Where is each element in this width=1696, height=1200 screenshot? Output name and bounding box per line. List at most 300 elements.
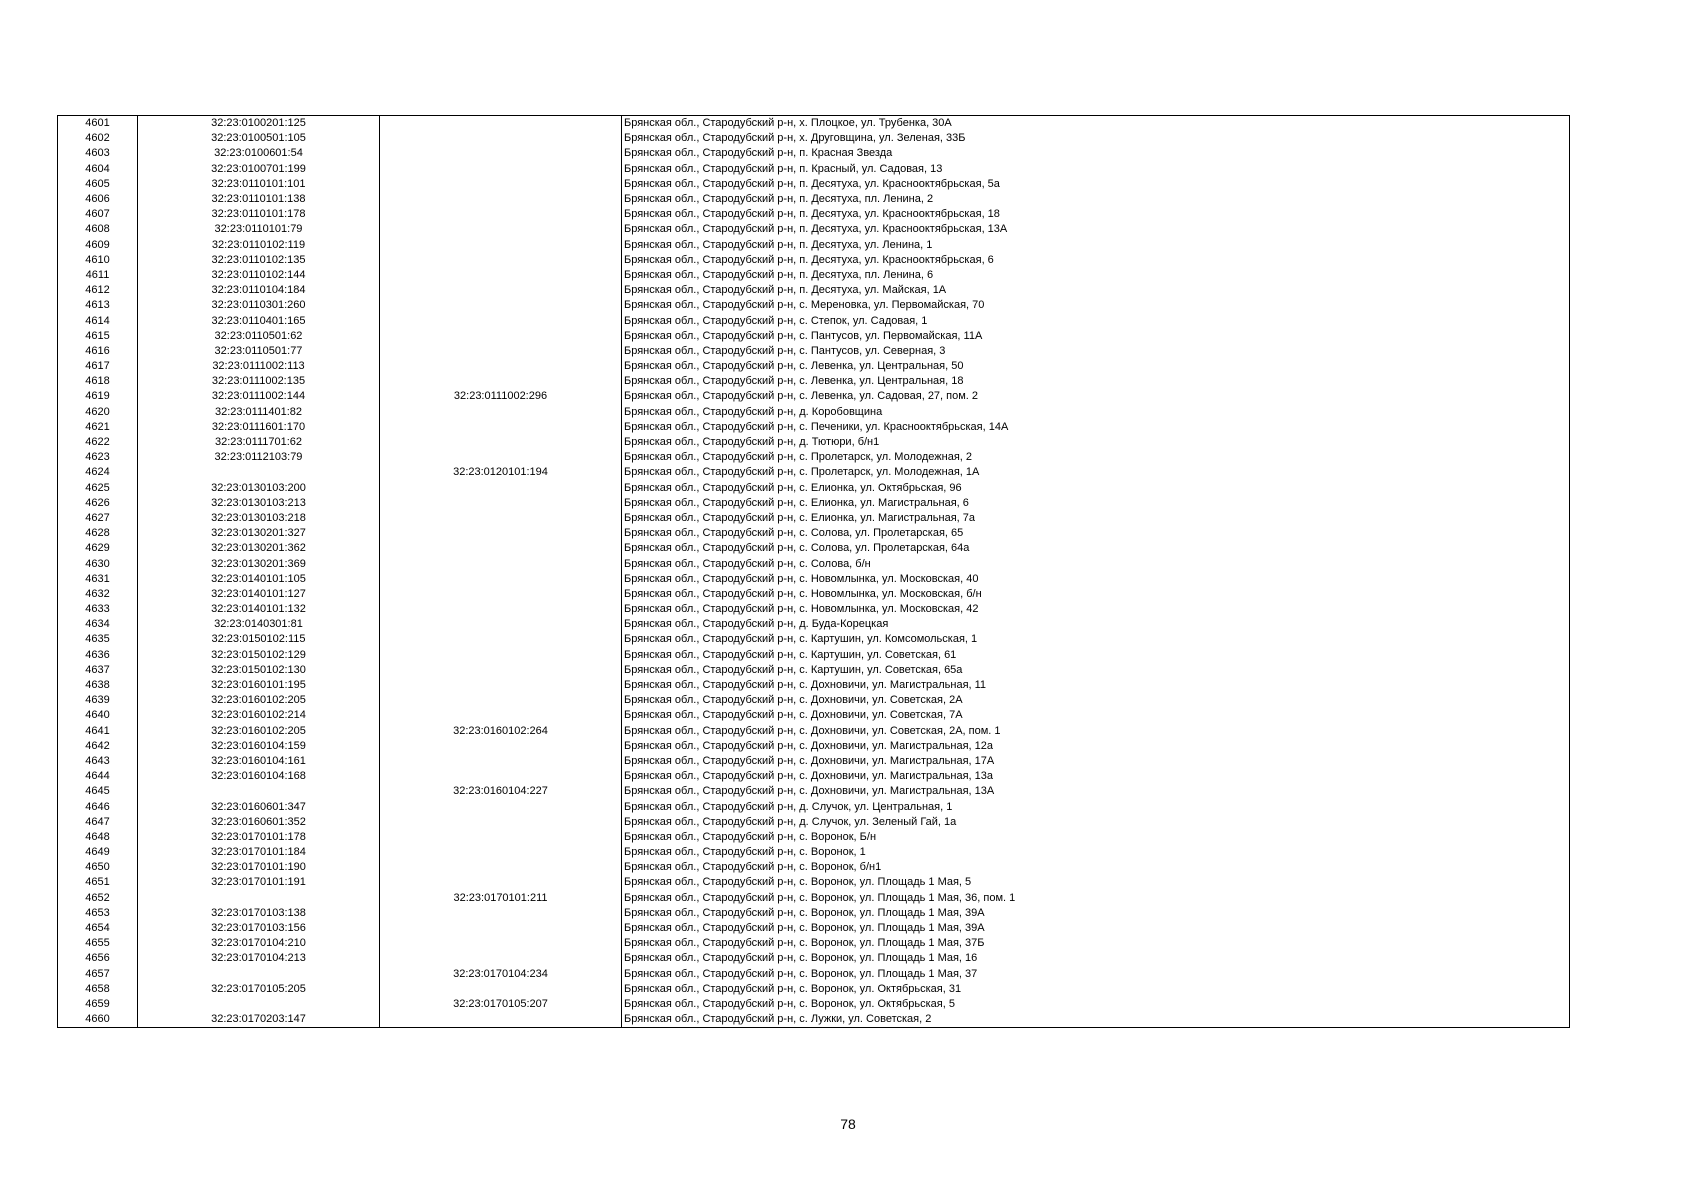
address-cell: Брянская обл., Стародубский р-н, с. Дохновичи, ул. Магистральная, 17А [622,754,1570,769]
room-cadastral-number-cell [380,359,622,374]
row-number-cell: 4623 [58,450,138,465]
table-row [58,268,1570,283]
cadastral-number-cell: 32:23:0110501:62 [138,329,380,344]
room-cadastral-number-cell [380,708,622,723]
room-cadastral-number-cell [380,815,622,830]
cadastral-number-cell: 32:23:0110101:138 [138,192,380,207]
room-cadastral-number-cell [380,572,622,587]
address-cell: Брянская обл., Стародубский р-н, с. Солова, ул. Пролетарская, 65 [622,526,1570,541]
room-cadastral-number-cell [380,283,622,298]
address-cell: Брянская обл., Стародубский р-н, с. Воронок, ул. Октябрьская, 31 [622,982,1570,997]
cadastral-number-cell: 32:23:0100601:54 [138,146,380,161]
room-cadastral-number-cell [380,678,622,693]
cadastral-number-cell: 32:23:0160104:168 [138,769,380,784]
cadastral-number-cell: 32:23:0160601:347 [138,799,380,814]
room-cadastral-number-cell [380,617,622,632]
row-number-cell: 4627 [58,511,138,526]
room-cadastral-number-cell [380,177,622,192]
row-number-cell: 4612 [58,283,138,298]
cadastral-number-cell: 32:23:0110501:77 [138,344,380,359]
cadastral-number-cell: 32:23:0160104:161 [138,754,380,769]
row-number-cell: 4650 [58,860,138,875]
table-row [58,572,1570,587]
address-cell: Брянская обл., Стародубский р-н, с. Пантусов, ул. Северная, 3 [622,344,1570,359]
cadastral-number-cell: 32:23:0130201:327 [138,526,380,541]
table-row [58,830,1570,845]
row-number-cell: 4628 [58,526,138,541]
table-row [58,329,1570,344]
address-cell: Брянская обл., Стародубский р-н, с. Елионка, ул. Октябрьская, 96 [622,481,1570,496]
row-number-cell: 4657 [58,967,138,982]
row-number-cell: 4660 [58,1012,138,1028]
table-row [58,389,1570,404]
room-cadastral-number-cell: 32:23:0170105:207 [380,997,622,1012]
table-row [58,678,1570,693]
address-cell: Брянская обл., Стародубский р-н, с. Левенка, ул. Центральная, 50 [622,359,1570,374]
address-cell: Брянская обл., Стародубский р-н, п. Красная Звезда [622,146,1570,161]
address-cell: Брянская обл., Стародубский р-н, с. Воронок, б/н1 [622,860,1570,875]
row-number-cell: 4638 [58,678,138,693]
address-cell: Брянская обл., Стародубский р-н, д. Тютюри, б/н1 [622,435,1570,450]
address-cell: Брянская обл., Стародубский р-н, с. Воронок, ул. Площадь 1 Мая, 37 [622,967,1570,982]
cadastral-number-cell: 32:23:0170101:191 [138,875,380,890]
address-cell: Брянская обл., Стародубский р-н, с. Воронок, ул. Площадь 1 Мая, 36, пом. 1 [622,891,1570,906]
row-number-cell: 4615 [58,329,138,344]
table-row [58,238,1570,253]
table-row [58,921,1570,936]
cadastral-number-cell: 32:23:0140301:81 [138,617,380,632]
room-cadastral-number-cell [380,207,622,222]
cadastral-number-cell: 32:23:0170103:156 [138,921,380,936]
table-row [58,116,1570,132]
address-cell: Брянская обл., Стародубский р-н, с. Воронок, ул. Площадь 1 Мая, 16 [622,951,1570,966]
table-row [58,617,1570,632]
room-cadastral-number-cell [380,556,622,571]
cadastral-number-cell: 32:23:0110102:119 [138,238,380,253]
cadastral-number-cell: 32:23:0130201:362 [138,541,380,556]
room-cadastral-number-cell [380,268,622,283]
cadastral-number-cell: 32:23:0112103:79 [138,450,380,465]
table-row [58,298,1570,313]
table-row [58,496,1570,511]
row-number-cell: 4617 [58,359,138,374]
address-cell: Брянская обл., Стародубский р-н, с. Дохновичи, ул. Советская, 2А [622,693,1570,708]
address-cell: Брянская обл., Стародубский р-н, с. Воронок, ул. Октябрьская, 5 [622,997,1570,1012]
table-row [58,511,1570,526]
table-row [58,465,1570,480]
table-row [58,997,1570,1012]
table-row [58,769,1570,784]
cadastral-number-cell: 32:23:0111002:144 [138,389,380,404]
row-number-cell: 4646 [58,799,138,814]
row-number-cell: 4636 [58,648,138,663]
cadastral-number-cell: 32:23:0160102:214 [138,708,380,723]
address-cell: Брянская обл., Стародубский р-н, с. Картушин, ул. Комсомольская, 1 [622,632,1570,647]
address-cell: Брянская обл., Стародубский р-н, с. Воронок, ул. Площадь 1 Мая, 5 [622,875,1570,890]
address-cell: Брянская обл., Стародубский р-н, с. Пролетарск, ул. Молодежная, 2 [622,450,1570,465]
cadastral-number-cell: 32:23:0100201:125 [138,116,380,132]
cadastral-number-cell: 32:23:0110104:184 [138,283,380,298]
cadastral-number-cell: 32:23:0170101:190 [138,860,380,875]
row-number-cell: 4614 [58,313,138,328]
cadastral-number-cell: 32:23:0160102:205 [138,693,380,708]
room-cadastral-number-cell [380,131,622,146]
row-number-cell: 4655 [58,936,138,951]
address-cell: Брянская обл., Стародубский р-н, с. Лужки, ул. Советская, 2 [622,1012,1570,1028]
cadastral-number-cell: 32:23:0170101:178 [138,830,380,845]
row-number-cell: 4607 [58,207,138,222]
room-cadastral-number-cell [380,511,622,526]
row-number-cell: 4606 [58,192,138,207]
row-number-cell: 4624 [58,465,138,480]
room-cadastral-number-cell: 32:23:0170104:234 [380,967,622,982]
room-cadastral-number-cell [380,951,622,966]
address-cell: Брянская обл., Стародубский р-н, с. Новомлынка, ул. Московская, 42 [622,602,1570,617]
room-cadastral-number-cell [380,192,622,207]
row-number-cell: 4641 [58,724,138,739]
address-cell: Брянская обл., Стародубский р-н, с. Солова, ул. Пролетарская, 64а [622,541,1570,556]
cadastral-number-cell [138,967,380,982]
room-cadastral-number-cell [380,936,622,951]
row-number-cell: 4621 [58,420,138,435]
cadastral-number-cell: 32:23:0111701:62 [138,435,380,450]
row-number-cell: 4639 [58,693,138,708]
address-cell: Брянская обл., Стародубский р-н, с. Елионка, ул. Магистральная, 6 [622,496,1570,511]
registry-table-body [58,116,1570,1028]
room-cadastral-number-cell [380,845,622,860]
room-cadastral-number-cell: 32:23:0120101:194 [380,465,622,480]
address-cell: Брянская обл., Стародубский р-н, д. Случок, ул. Центральная, 1 [622,799,1570,814]
address-cell: Брянская обл., Стародубский р-н, с. Дохновичи, ул. Магистральная, 13а [622,769,1570,784]
address-cell: Брянская обл., Стародубский р-н, д. Случок, ул. Зеленый Гай, 1а [622,815,1570,830]
room-cadastral-number-cell [380,374,622,389]
address-cell: Брянская обл., Стародубский р-н, с. Солова, б/н [622,556,1570,571]
table-row [58,450,1570,465]
cadastral-number-cell: 32:23:0160601:352 [138,815,380,830]
address-cell: Брянская обл., Стародубский р-н, с. Воронок, ул. Площадь 1 Мая, 39А [622,906,1570,921]
table-row [58,313,1570,328]
cadastral-number-cell: 32:23:0140101:132 [138,602,380,617]
row-number-cell: 4635 [58,632,138,647]
row-number-cell: 4656 [58,951,138,966]
room-cadastral-number-cell [380,405,622,420]
address-cell: Брянская обл., Стародубский р-н, п. Десятуха, ул. Ленина, 1 [622,238,1570,253]
row-number-cell: 4619 [58,389,138,404]
address-cell: Брянская обл., Стародубский р-н, х. Друговщина, ул. Зеленая, 33Б [622,131,1570,146]
cadastral-number-cell: 32:23:0110101:101 [138,177,380,192]
cadastral-number-cell: 32:23:0110401:165 [138,313,380,328]
cadastral-number-cell: 32:23:0170105:205 [138,982,380,997]
row-number-cell: 4626 [58,496,138,511]
table-row [58,860,1570,875]
room-cadastral-number-cell: 32:23:0170101:211 [380,891,622,906]
room-cadastral-number-cell [380,481,622,496]
room-cadastral-number-cell [380,587,622,602]
cadastral-number-cell: 32:23:0170104:213 [138,951,380,966]
table-row [58,344,1570,359]
row-number-cell: 4629 [58,541,138,556]
room-cadastral-number-cell [380,875,622,890]
room-cadastral-number-cell [380,739,622,754]
room-cadastral-number-cell [380,769,622,784]
address-cell: Брянская обл., Стародубский р-н, с. Дохновичи, ул. Магистральная, 12а [622,739,1570,754]
cadastral-number-cell: 32:23:0110101:178 [138,207,380,222]
table-row [58,648,1570,663]
row-number-cell: 4645 [58,784,138,799]
table-row [58,815,1570,830]
table-row [58,207,1570,222]
address-cell: Брянская обл., Стародубский р-н, с. Левенка, ул. Центральная, 18 [622,374,1570,389]
address-cell: Брянская обл., Стародубский р-н, п. Десятуха, ул. Краснооктябрьская, 6 [622,253,1570,268]
table-row [58,891,1570,906]
row-number-cell: 4658 [58,982,138,997]
row-number-cell: 4652 [58,891,138,906]
table-row [58,845,1570,860]
address-cell: Брянская обл., Стародубский р-н, с. Воронок, ул. Площадь 1 Мая, 37Б [622,936,1570,951]
room-cadastral-number-cell [380,146,622,161]
address-cell: Брянская обл., Стародубский р-н, с. Картушин, ул. Советская, 65а [622,663,1570,678]
address-cell: Брянская обл., Стародубский р-н, с. Елионка, ул. Магистральная, 7а [622,511,1570,526]
room-cadastral-number-cell: 32:23:0160102:264 [380,724,622,739]
address-cell: Брянская обл., Стародубский р-н, с. Печеники, ул. Краснооктябрьская, 14А [622,420,1570,435]
row-number-cell: 4653 [58,906,138,921]
table-row [58,192,1570,207]
address-cell: Брянская обл., Стародубский р-н, с. Степок, ул. Садовая, 1 [622,313,1570,328]
row-number-cell: 4610 [58,253,138,268]
table-row [58,222,1570,237]
table-row [58,283,1570,298]
row-number-cell: 4603 [58,146,138,161]
row-number-cell: 4602 [58,131,138,146]
row-number-cell: 4632 [58,587,138,602]
cadastral-number-cell: 32:23:0100701:199 [138,162,380,177]
address-cell: Брянская обл., Стародубский р-н, с. Дохновичи, ул. Магистральная, 13А [622,784,1570,799]
row-number-cell: 4634 [58,617,138,632]
address-cell: Брянская обл., Стародубский р-н, п. Десятуха, ул. Майская, 1А [622,283,1570,298]
room-cadastral-number-cell [380,450,622,465]
cadastral-number-cell: 32:23:0130201:369 [138,556,380,571]
row-number-cell: 4654 [58,921,138,936]
room-cadastral-number-cell [380,982,622,997]
room-cadastral-number-cell [380,799,622,814]
cadastral-number-cell: 32:23:0150102:115 [138,632,380,647]
address-cell: Брянская обл., Стародубский р-н, с. Дохновичи, ул. Советская, 7А [622,708,1570,723]
row-number-cell: 4659 [58,997,138,1012]
room-cadastral-number-cell [380,253,622,268]
room-cadastral-number-cell [380,116,622,132]
room-cadastral-number-cell [380,754,622,769]
address-cell: Брянская обл., Стародубский р-н, с. Воронок, 1 [622,845,1570,860]
cadastral-number-cell: 32:23:0130103:218 [138,511,380,526]
row-number-cell: 4647 [58,815,138,830]
row-number-cell: 4609 [58,238,138,253]
table-row [58,784,1570,799]
table-row [58,951,1570,966]
table-row [58,739,1570,754]
cadastral-number-cell: 32:23:0140101:127 [138,587,380,602]
cadastral-number-cell: 32:23:0130103:213 [138,496,380,511]
row-number-cell: 4633 [58,602,138,617]
room-cadastral-number-cell [380,238,622,253]
row-number-cell: 4620 [58,405,138,420]
row-number-cell: 4643 [58,754,138,769]
room-cadastral-number-cell [380,906,622,921]
registry-table [57,115,1570,1028]
cadastral-number-cell: 32:23:0110102:135 [138,253,380,268]
cadastral-number-cell: 32:23:0170203:147 [138,1012,380,1028]
room-cadastral-number-cell [380,830,622,845]
room-cadastral-number-cell [380,602,622,617]
cadastral-number-cell: 32:23:0111002:113 [138,359,380,374]
room-cadastral-number-cell [380,541,622,556]
row-number-cell: 4640 [58,708,138,723]
table-row [58,359,1570,374]
address-cell: Брянская обл., Стародубский р-н, с. Новомлынка, ул. Московская, 40 [622,572,1570,587]
table-row [58,556,1570,571]
table-row [58,374,1570,389]
cadastral-number-cell: 32:23:0140101:105 [138,572,380,587]
address-cell: Брянская обл., Стародубский р-н, п. Десятуха, пл. Ленина, 2 [622,192,1570,207]
room-cadastral-number-cell [380,329,622,344]
table-row [58,481,1570,496]
room-cadastral-number-cell [380,420,622,435]
cadastral-number-cell: 32:23:0170103:138 [138,906,380,921]
room-cadastral-number-cell [380,298,622,313]
room-cadastral-number-cell [380,496,622,511]
row-number-cell: 4605 [58,177,138,192]
row-number-cell: 4649 [58,845,138,860]
cadastral-number-cell: 32:23:0111601:170 [138,420,380,435]
row-number-cell: 4651 [58,875,138,890]
table-row [58,420,1570,435]
table-row [58,146,1570,161]
address-cell: Брянская обл., Стародубский р-н, п. Десятуха, ул. Краснооктябрьская, 5а [622,177,1570,192]
room-cadastral-number-cell [380,1012,622,1028]
address-cell: Брянская обл., Стародубский р-н, п. Десятуха, пл. Ленина, 6 [622,268,1570,283]
table-row [58,177,1570,192]
address-cell: Брянская обл., Стародубский р-н, п. Десятуха, ул. Краснооктябрьская, 13А [622,222,1570,237]
cadastral-number-cell: 32:23:0150102:130 [138,663,380,678]
table-row [58,602,1570,617]
address-cell: Брянская обл., Стародубский р-н, х. Плоцкое, ул. Трубенка, 30А [622,116,1570,132]
room-cadastral-number-cell [380,632,622,647]
address-cell: Брянская обл., Стародубский р-н, п. Десятуха, ул. Краснооктябрьская, 18 [622,207,1570,222]
table-row [58,541,1570,556]
table-row [58,967,1570,982]
cadastral-number-cell: 32:23:0160102:205 [138,724,380,739]
cadastral-number-cell [138,784,380,799]
table-row [58,1012,1570,1028]
cadastral-number-cell [138,891,380,906]
table-row [58,632,1570,647]
table-row [58,405,1570,420]
table-row [58,936,1570,951]
address-cell: Брянская обл., Стародубский р-н, с. Воронок, ул. Площадь 1 Мая, 39А [622,921,1570,936]
cadastral-number-cell: 32:23:0111002:135 [138,374,380,389]
row-number-cell: 4611 [58,268,138,283]
room-cadastral-number-cell [380,526,622,541]
table-row [58,253,1570,268]
room-cadastral-number-cell [380,222,622,237]
row-number-cell: 4644 [58,769,138,784]
table-row [58,435,1570,450]
table-row [58,708,1570,723]
cadastral-number-cell: 32:23:0160104:159 [138,739,380,754]
row-number-cell: 4625 [58,481,138,496]
cadastral-number-cell: 32:23:0110301:260 [138,298,380,313]
table-row [58,587,1570,602]
cadastral-number-cell [138,997,380,1012]
row-number-cell: 4608 [58,222,138,237]
room-cadastral-number-cell [380,162,622,177]
cadastral-number-cell: 32:23:0160101:195 [138,678,380,693]
table-row [58,982,1570,997]
row-number-cell: 4601 [58,116,138,132]
address-cell: Брянская обл., Стародубский р-н, с. Воронок, Б/н [622,830,1570,845]
address-cell: Брянская обл., Стародубский р-н, д. Коробовщина [622,405,1570,420]
row-number-cell: 4616 [58,344,138,359]
cadastral-number-cell [138,465,380,480]
room-cadastral-number-cell [380,921,622,936]
room-cadastral-number-cell [380,693,622,708]
address-cell: Брянская обл., Стародубский р-н, д. Буда-Корецкая [622,617,1570,632]
cadastral-number-cell: 32:23:0110102:144 [138,268,380,283]
cadastral-number-cell: 32:23:0150102:129 [138,648,380,663]
address-cell: Брянская обл., Стародубский р-н, с. Левенка, ул. Садовая, 27, пом. 2 [622,389,1570,404]
room-cadastral-number-cell: 32:23:0160104:227 [380,784,622,799]
row-number-cell: 4642 [58,739,138,754]
room-cadastral-number-cell [380,344,622,359]
table-row [58,906,1570,921]
row-number-cell: 4631 [58,572,138,587]
room-cadastral-number-cell [380,663,622,678]
room-cadastral-number-cell [380,860,622,875]
row-number-cell: 4648 [58,830,138,845]
address-cell: Брянская обл., Стародубский р-н, с. Пантусов, ул. Первомайская, 11А [622,329,1570,344]
cadastral-number-cell: 32:23:0100501:105 [138,131,380,146]
table-row [58,131,1570,146]
address-cell: Брянская обл., Стародубский р-н, с. Дохновичи, ул. Магистральная, 11 [622,678,1570,693]
table-row [58,754,1570,769]
table-row [58,162,1570,177]
cadastral-number-cell: 32:23:0110101:79 [138,222,380,237]
table-row [58,693,1570,708]
row-number-cell: 4622 [58,435,138,450]
cadastral-number-cell: 32:23:0170101:184 [138,845,380,860]
cadastral-number-cell: 32:23:0111401:82 [138,405,380,420]
room-cadastral-number-cell [380,313,622,328]
table-row [58,724,1570,739]
table-row [58,875,1570,890]
page-number: 78 [840,1116,856,1132]
cadastral-number-cell: 32:23:0130103:200 [138,481,380,496]
address-cell: Брянская обл., Стародубский р-н, с. Дохновичи, ул. Советская, 2А, пом. 1 [622,724,1570,739]
room-cadastral-number-cell [380,648,622,663]
address-cell: Брянская обл., Стародубский р-н, с. Новомлынка, ул. Московская, б/н [622,587,1570,602]
table-row [58,799,1570,814]
room-cadastral-number-cell [380,435,622,450]
row-number-cell: 4613 [58,298,138,313]
address-cell: Брянская обл., Стародубский р-н, п. Красный, ул. Садовая, 13 [622,162,1570,177]
row-number-cell: 4637 [58,663,138,678]
room-cadastral-number-cell: 32:23:0111002:296 [380,389,622,404]
cadastral-number-cell: 32:23:0170104:210 [138,936,380,951]
address-cell: Брянская обл., Стародубский р-н, с. Пролетарск, ул. Молодежная, 1А [622,465,1570,480]
row-number-cell: 4630 [58,556,138,571]
row-number-cell: 4618 [58,374,138,389]
table-row [58,526,1570,541]
row-number-cell: 4604 [58,162,138,177]
